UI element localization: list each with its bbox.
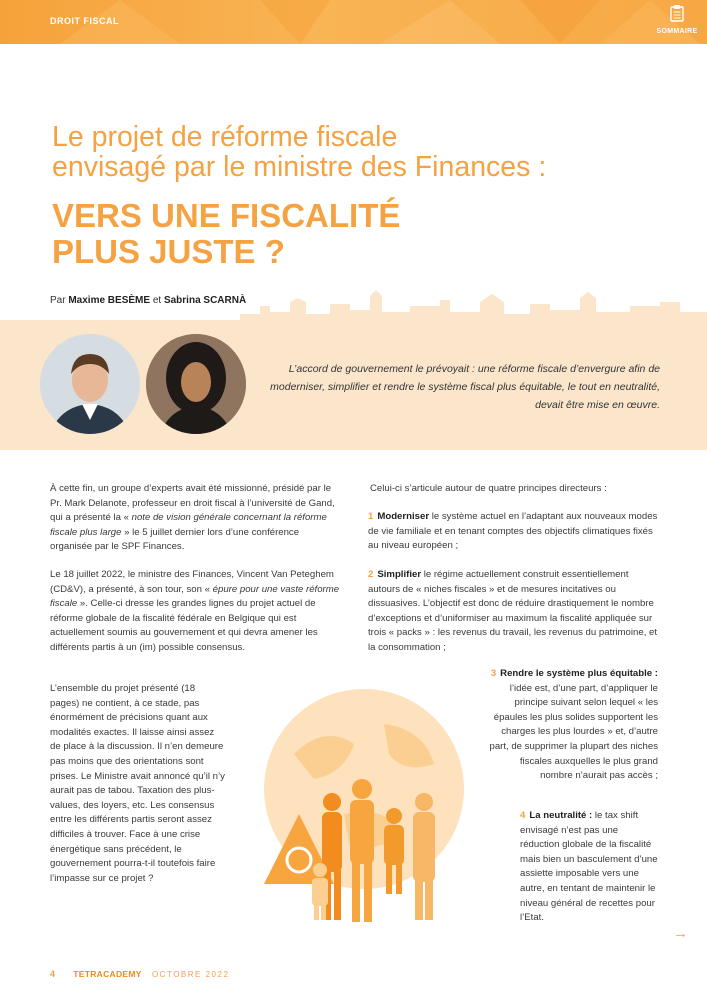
principle-4 (520, 809, 660, 926)
p2-text-b: ». Celle-ci dresse les grandes lignes du projet actuel de réforme globale de la fiscalité fédérale en Belgique qui est actuellement soumis au gouvernement et qui devra amener les différents partis à un (im) possible consensus. (50, 598, 318, 653)
byline-prefix: Par (50, 295, 66, 306)
sommaire-button[interactable] (653, 4, 701, 35)
principle-1 (368, 510, 658, 554)
paragraph-1 (50, 482, 342, 555)
principle-4-number: 4 (520, 810, 526, 821)
principle-2-text: le régime actuellement construit essentiellement autours de « niches fiscales » et de mesures incitatives ou dissuasives. L’objectif est donc de réduire drastiquement le nombre d’exceptions et d’uniformiser au maximum la fiscalité appliquée sur trois « packs » : les revenus du travail, les revenus du patrimoine, et la consommation ; (368, 569, 658, 653)
p1-text-b: » le 5 juillet dernier lors d’une conférence organisée par le SPF Finances. (50, 526, 300, 553)
section-label: DROIT FISCAL (50, 16, 119, 26)
p1-text-a: À cette fin, un groupe d’experts avait été missionné, présidé par le Pr. Mark Delanote, professeur en droit fiscal à l’université de Gand, qui a présenté la « (50, 483, 335, 524)
principle-3 (486, 667, 658, 784)
title-bold-line-1: VERS UNE FISCALITÉ (52, 197, 401, 234)
principle-3-head: Rendre le système plus équitable : (500, 668, 658, 679)
header-bar (0, 0, 707, 44)
principle-1-text: le système actuel en l’adaptant aux nouveaux modes de vie familiale et en tenant comptes des objectifs climatiques fixés au niveau européen ; (368, 511, 658, 552)
clipboard-icon (670, 4, 684, 22)
title-bold (52, 198, 612, 270)
family-globe-illustration (254, 684, 474, 934)
left-column-lower (50, 682, 225, 899)
sommaire-label: SOMMAIRE (656, 28, 698, 35)
arrow-right-icon[interactable]: → (673, 925, 688, 942)
title-bold-line-2: PLUS JUSTE ? (52, 233, 285, 270)
p1-italic: note de vision générale concernant la réforme fiscale plus large (50, 512, 327, 538)
p2-italic: épure pour une vaste réforme fiscale (50, 583, 340, 610)
title-line-2: envisagé par le ministre des Finances : (52, 151, 547, 183)
principle-3-text: l’idée est, d’une part, d’appliquer le principe suivant selon lequel « les épaules les plus solides supportent les charges les plus lourdes » et, d’autre part, de supprimer la plupart des niches fiscales auxquelles le plus grand nombre n’aurait pas accès ; (489, 682, 658, 782)
lead-paragraph: L’accord de gouvernement le prévoyait : une réforme fiscale d’envergure afin de moderniser, simplifier et rendre le système fiscal plus équitable, le tout en neutralité, devait être mise en œuvre. (270, 363, 660, 411)
tetracademy-logo: TETRACADEMY (73, 969, 142, 979)
principle-2 (368, 568, 658, 656)
author-photo-2 (146, 334, 246, 434)
page-number: 4 (50, 969, 56, 979)
left-column (50, 482, 342, 669)
principle-3-number: 3 (490, 668, 497, 679)
principle-4-text: le tax shift envisagé n’est pas une réduction globale de la fiscalité mais bien un basculement d’une assiette imposable vers une autre, en tentant de maintenir le niveau général de recettes pour l’Etat. (520, 810, 658, 924)
principle-1-head: Moderniser (377, 511, 430, 522)
page-footer (50, 969, 229, 979)
paragraph-2 (50, 568, 342, 656)
paragraph-3: L’ensemble du projet présenté (18 pages) ne contient, à ce stade, pas énormément de précisions quant aux modalités exactes. Il laisse ainsi assez de place à la discussion. Il n’en demeure pas moins que des orientations sont prises. Le Ministre avait annoncé qu’il n’y aurait pas de tabou. Taxation des plus-values, des loyers, etc. Les consensus entre les différents partis seront assez difficiles à trouver. Face à une crise énergétique sans précédent, le gouvernement pourra-t-il toutefois faire l’impasse sur ce projet ? (50, 683, 225, 884)
author-photo-1 (40, 334, 140, 434)
issue-date: OCTOBRE 2022 (151, 970, 230, 979)
byline-and: et (152, 295, 162, 306)
author-2: Sabrina SCARNÀ (163, 295, 247, 306)
principle-2-number: 2 (368, 569, 374, 580)
p2-text-a: Le 18 juillet 2022, le ministre des Finances, Vincent Van Peteghem (CD&V), a présenté, à son tour, son « (50, 568, 334, 595)
principle-2-head: Simplifier (377, 569, 422, 580)
title-light (52, 122, 672, 182)
byline (50, 295, 246, 306)
title-line-1: Le projet de réforme fiscale (52, 121, 398, 153)
right-column-intro: Celui-ci s’articule autour de quatre principes directeurs : (370, 483, 607, 494)
author-1: Maxime BESÈME (68, 295, 151, 306)
city-skyline-illustration (240, 284, 707, 322)
principle-1-number: 1 (368, 511, 374, 522)
principle-4-head: La neutralité : (529, 810, 593, 821)
